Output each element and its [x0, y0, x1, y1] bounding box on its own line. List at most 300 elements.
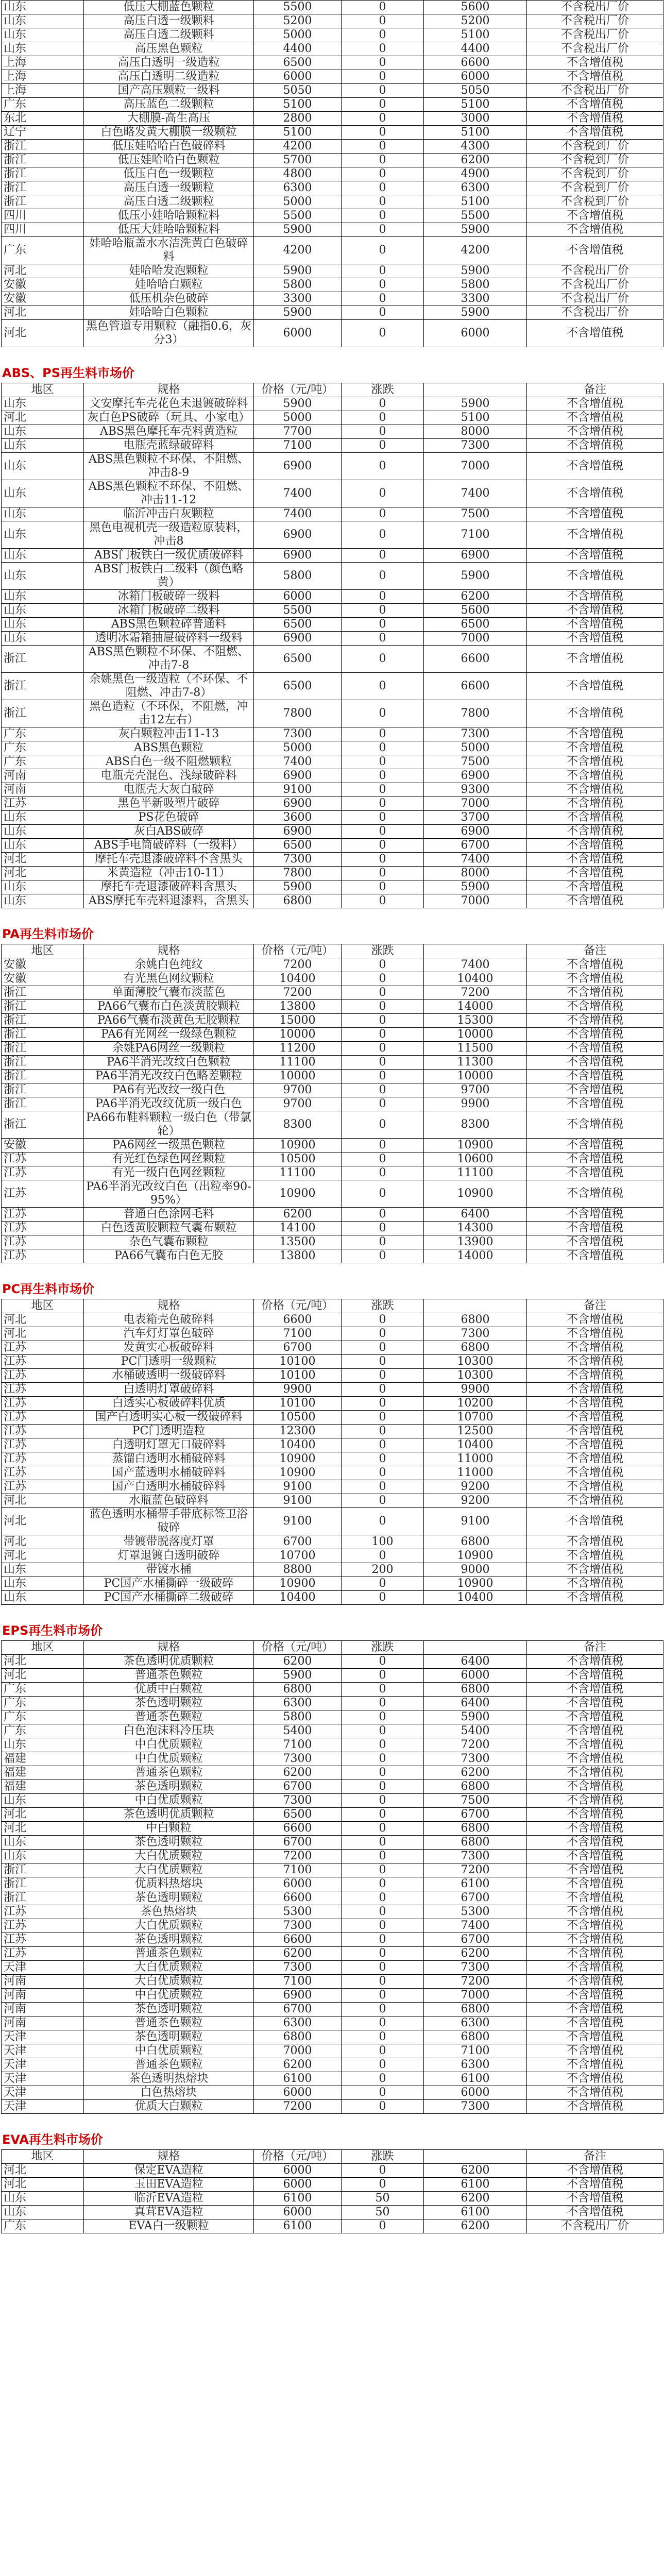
- table-cell: 不含增值税: [527, 1794, 663, 1808]
- table-cell: 0: [342, 646, 424, 673]
- table-cell: 江苏: [2, 1411, 84, 1425]
- table-cell: 河北: [2, 1655, 84, 1669]
- table-row: [2, 264, 663, 278]
- table-cell: 6800: [424, 2030, 527, 2044]
- table-cell: 浙江: [2, 1863, 84, 1877]
- table-row: [2, 1056, 663, 1070]
- table-cell: 浙江: [2, 1056, 84, 1070]
- table-cell: 不含增值税: [527, 1249, 663, 1263]
- table-cell: 浙江: [2, 1000, 84, 1014]
- table-cell: 6100: [424, 2178, 527, 2192]
- table-cell: 0: [342, 632, 424, 646]
- table-cell: 4400: [424, 42, 527, 56]
- table-cell: 不含增值税: [527, 783, 663, 797]
- table-cell: 5100: [424, 98, 527, 112]
- table-header-row: [2, 1641, 663, 1655]
- table-cell: 不含增值税: [527, 1383, 663, 1397]
- table-cell: 0: [342, 1766, 424, 1780]
- table-cell: 6500: [254, 673, 342, 700]
- table-cell: 不含增值税: [527, 2100, 663, 2114]
- table-cell: 单面薄胶气囊布淡蓝色: [84, 986, 254, 1000]
- table-cell: 4300: [424, 140, 527, 154]
- table-cell: 8800: [254, 1563, 342, 1577]
- table-cell: 5900: [424, 223, 527, 237]
- table-cell: 2800: [254, 112, 342, 126]
- table-cell: 0: [342, 1341, 424, 1355]
- table-cell: 高压白透明一级造粒: [84, 56, 254, 70]
- table-row: [2, 1425, 663, 1438]
- table-cell: 不含增值税: [527, 1397, 663, 1411]
- table-cell: 0: [342, 264, 424, 278]
- table-cell: 不含增值税: [527, 453, 663, 480]
- table-cell: 江苏: [2, 1249, 84, 1263]
- table-cell: 0: [342, 439, 424, 453]
- table-cell: 5100: [424, 126, 527, 140]
- table-row: [2, 769, 663, 783]
- section-title: PC再生料市场价: [2, 1282, 95, 1296]
- table-cell: 4800: [254, 167, 342, 181]
- column-header: 价格（元/吨）: [254, 1641, 342, 1655]
- table-cell: 广东: [2, 98, 84, 112]
- table-cell: 河北: [2, 2178, 84, 2192]
- table-row: [2, 853, 663, 867]
- table-cell: 0: [342, 1919, 424, 1933]
- table-cell: 10500: [254, 1411, 342, 1425]
- table-cell: 不含增值税: [527, 1724, 663, 1738]
- table-cell: 不含增值税: [527, 700, 663, 727]
- table-cell: 7500: [424, 1794, 527, 1808]
- column-header: [424, 2150, 527, 2164]
- table-cell: 6000: [254, 2178, 342, 2192]
- table-cell: 7800: [424, 700, 527, 727]
- column-header: 备注: [527, 1641, 663, 1655]
- table-row: [2, 880, 663, 894]
- table-cell: 0: [342, 1208, 424, 1222]
- table-header-row: [2, 1299, 663, 1313]
- table-cell: 7200: [424, 1863, 527, 1877]
- table-cell: 江苏: [2, 1905, 84, 1919]
- table-cell: 山东: [2, 1850, 84, 1863]
- table-cell: 10700: [424, 1411, 527, 1425]
- table-cell: 河北: [2, 320, 84, 347]
- table-cell: 上海: [2, 70, 84, 84]
- table-cell: 50: [342, 2206, 424, 2219]
- table-cell: 娃哈哈发泡颗粒: [84, 264, 254, 278]
- table-cell: 6500: [254, 618, 342, 632]
- table-cell: 浙江: [2, 986, 84, 1000]
- table-header-row: [2, 383, 663, 397]
- table-cell: 5600: [424, 1, 527, 14]
- table-cell: 9300: [424, 783, 527, 797]
- table-row: [2, 223, 663, 237]
- table-cell: 9900: [254, 1383, 342, 1397]
- table-cell: 娃哈哈白色颗粒: [84, 306, 254, 320]
- section-gap: [1, 347, 663, 360]
- table-cell: 余姚黑色一级造粒（不环保、不阻燃、冲击7-8）: [84, 673, 254, 700]
- table-cell: 5800: [424, 278, 527, 292]
- table-cell: 江苏: [2, 1947, 84, 1961]
- table-cell: 6800: [424, 2003, 527, 2016]
- table-cell: 不含增值税: [527, 741, 663, 755]
- table-cell: 中白颗粒: [84, 1822, 254, 1836]
- table-row: [2, 453, 663, 480]
- table-cell: 江苏: [2, 1397, 84, 1411]
- table-cell: 电瓶壳大灰白破碎: [84, 783, 254, 797]
- table-cell: 5700: [254, 154, 342, 167]
- table-cell: 6200: [424, 2219, 527, 2233]
- table-cell: 12300: [254, 1425, 342, 1438]
- table-cell: 0: [342, 1549, 424, 1563]
- column-header: 规格: [84, 383, 254, 397]
- table-cell: 0: [342, 1369, 424, 1383]
- table-cell: 山东: [2, 880, 84, 894]
- table-cell: 0: [342, 167, 424, 181]
- table-cell: 0: [342, 2178, 424, 2192]
- table-row: [2, 549, 663, 563]
- table-cell: 0: [342, 1425, 424, 1438]
- table-cell: 10100: [254, 1355, 342, 1369]
- table-cell: 6800: [424, 1683, 527, 1697]
- table-cell: 电瓶壳壳混色、浅绿破碎料: [84, 769, 254, 783]
- table-cell: 0: [342, 112, 424, 126]
- table-cell: 9000: [424, 1563, 527, 1577]
- column-header: 地区: [2, 944, 84, 958]
- table-cell: 四川: [2, 209, 84, 223]
- table-row: [2, 425, 663, 439]
- table-cell: 0: [342, 1494, 424, 1508]
- table-cell: 3600: [254, 811, 342, 825]
- table-row: [2, 1697, 663, 1710]
- table-cell: 6500: [254, 646, 342, 673]
- table-cell: 6600: [254, 1891, 342, 1905]
- price-table: [1, 383, 663, 908]
- table-cell: 不含增值税: [527, 1083, 663, 1097]
- table-row: [2, 1738, 663, 1752]
- table-cell: 国产白透明实心板一级破碎料: [84, 1411, 254, 1425]
- table-cell: 0: [342, 1989, 424, 2003]
- table-row: [2, 278, 663, 292]
- table-cell: 保定EVA造粒: [84, 2164, 254, 2178]
- table-cell: 6800: [424, 1313, 527, 1327]
- table-cell: PA66气囊布淡黄色无胶颗粒: [84, 1014, 254, 1028]
- table-cell: 不含增值税: [527, 2178, 663, 2192]
- table-cell: 不含增值税: [527, 1975, 663, 1989]
- table-cell: 不含增值税: [527, 1425, 663, 1438]
- table-row: [2, 1591, 663, 1605]
- column-header: 备注: [527, 2150, 663, 2164]
- table-cell: 白透明灯罩破碎料: [84, 1383, 254, 1397]
- table-cell: 中白优质颗粒: [84, 2044, 254, 2058]
- table-row: [2, 237, 663, 264]
- table-cell: 浙江: [2, 673, 84, 700]
- table-cell: 山东: [2, 1, 84, 14]
- table-cell: 7300: [424, 439, 527, 453]
- table-cell: 茶色透明颗粒: [84, 1891, 254, 1905]
- table-row: [2, 1975, 663, 1989]
- table-cell: 不含增值税: [527, 1097, 663, 1111]
- table-cell: 普通茶色颗粒: [84, 2016, 254, 2030]
- table-cell: 6900: [254, 632, 342, 646]
- table-cell: 不含增值税: [527, 1863, 663, 1877]
- table-cell: 余姚PA6网丝一级颗粒: [84, 1042, 254, 1056]
- table-cell: 7400: [254, 480, 342, 507]
- table-cell: 6900: [424, 769, 527, 783]
- column-header: 地区: [2, 383, 84, 397]
- table-row: [2, 2044, 663, 2058]
- table-cell: 6200: [424, 154, 527, 167]
- table-cell: 带镀水桶: [84, 1563, 254, 1577]
- table-cell: 7400: [424, 480, 527, 507]
- table-cell: 10900: [254, 1139, 342, 1153]
- table-cell: 12500: [424, 1425, 527, 1438]
- table-cell: 7500: [424, 507, 527, 521]
- table-cell: 5900: [424, 563, 527, 590]
- table-cell: 蓝色透明水桶带手带底标签卫浴破碎: [84, 1508, 254, 1535]
- table-cell: 5900: [424, 1710, 527, 1724]
- price-section: [1, 0, 663, 347]
- table-cell: 不含增值税: [527, 521, 663, 549]
- table-row: [2, 521, 663, 549]
- table-cell: 6500: [254, 839, 342, 853]
- section-gap: [1, 1605, 663, 1617]
- table-row: [2, 590, 663, 604]
- table-row: [2, 1111, 663, 1139]
- table-cell: 5200: [424, 14, 527, 28]
- section-gap: [1, 2114, 663, 2126]
- table-cell: PA6有光改纹一级白色: [84, 1083, 254, 1097]
- table-row: [2, 2100, 663, 2114]
- table-cell: 广东: [2, 1697, 84, 1710]
- table-cell: 山东: [2, 563, 84, 590]
- table-cell: 山东: [2, 2192, 84, 2206]
- table-cell: 5900: [254, 264, 342, 278]
- table-cell: 6800: [424, 1535, 527, 1549]
- table-cell: 5900: [424, 397, 527, 411]
- table-cell: 14300: [424, 1222, 527, 1235]
- table-cell: 山东: [2, 894, 84, 908]
- table-cell: 6300: [254, 1697, 342, 1710]
- column-header: 规格: [84, 944, 254, 958]
- table-cell: 大棚膜-高生高压: [84, 112, 254, 126]
- table-cell: 0: [342, 1042, 424, 1056]
- table-row: [2, 1341, 663, 1355]
- table-cell: 7700: [254, 425, 342, 439]
- table-cell: 6300: [424, 181, 527, 195]
- table-row: [2, 439, 663, 453]
- column-header: 价格（元/吨）: [254, 944, 342, 958]
- table-cell: 10000: [254, 1028, 342, 1042]
- table-cell: 0: [342, 1139, 424, 1153]
- table-cell: 山东: [2, 42, 84, 56]
- table-cell: 江苏: [2, 1369, 84, 1383]
- table-cell: 不含增值税: [527, 1166, 663, 1180]
- table-cell: 0: [342, 1411, 424, 1425]
- table-header-row: [2, 944, 663, 958]
- column-header: 规格: [84, 1299, 254, 1313]
- table-cell: 白色透黄胶颗粒气囊布颗粒: [84, 1222, 254, 1235]
- table-cell: 普通茶色颗粒: [84, 2058, 254, 2072]
- table-cell: 不含增值税: [527, 1180, 663, 1208]
- table-row: [2, 1989, 663, 2003]
- table-cell: 不含增值税: [527, 618, 663, 632]
- table-cell: 不含增值税: [527, 2044, 663, 2058]
- table-cell: 0: [342, 1111, 424, 1139]
- table-cell: 10400: [424, 972, 527, 986]
- table-row: [2, 811, 663, 825]
- table-cell: 0: [342, 2030, 424, 2044]
- table-row: [2, 181, 663, 195]
- table-cell: 浙江: [2, 195, 84, 209]
- table-cell: 高压白透二级颗粒: [84, 195, 254, 209]
- table-cell: 0: [342, 986, 424, 1000]
- table-cell: 7300: [424, 727, 527, 741]
- table-cell: 浙江: [2, 1083, 84, 1097]
- table-cell: ABS黑色摩托车壳料黄造粒: [84, 425, 254, 439]
- table-row: [2, 825, 663, 839]
- table-cell: 0: [342, 1028, 424, 1042]
- table-cell: 0: [342, 1752, 424, 1766]
- table-cell: 中白优质颗粒: [84, 1794, 254, 1808]
- table-cell: 优质大白颗粒: [84, 2100, 254, 2114]
- table-cell: 0: [342, 1905, 424, 1919]
- table-cell: 0: [342, 1577, 424, 1591]
- table-cell: 7400: [424, 853, 527, 867]
- table-cell: EVA白一级颗粒: [84, 2219, 254, 2233]
- table-cell: PA6半消光改纹优质一级白色: [84, 1097, 254, 1111]
- table-cell: 黑色管道专用颗粒（融指0.6，灰分3）: [84, 320, 254, 347]
- table-cell: 10900: [424, 1180, 527, 1208]
- table-cell: 黑色造粒（不环保，不阻燃，冲击12左右）: [84, 700, 254, 727]
- table-row: [2, 1235, 663, 1249]
- table-cell: 6700: [254, 1836, 342, 1850]
- table-cell: 8000: [424, 425, 527, 439]
- table-cell: 6200: [254, 1655, 342, 1669]
- table-cell: 0: [342, 320, 424, 347]
- table-cell: 0: [342, 1097, 424, 1111]
- table-cell: 0: [342, 1808, 424, 1822]
- table-cell: 普通茶色颗粒: [84, 1766, 254, 1780]
- table-cell: 0: [342, 839, 424, 853]
- table-cell: 普通茶色颗粒: [84, 1669, 254, 1683]
- table-cell: 茶色透明颗粒: [84, 2030, 254, 2044]
- section-gap: [1, 908, 663, 921]
- table-cell: 广东: [2, 741, 84, 755]
- table-cell: 0: [342, 237, 424, 264]
- table-cell: 不含增值税: [527, 1327, 663, 1341]
- table-cell: 0: [342, 958, 424, 972]
- table-cell: 不含增值税: [527, 1014, 663, 1028]
- table-cell: 河北: [2, 867, 84, 880]
- table-cell: 0: [342, 1933, 424, 1947]
- table-cell: 0: [342, 1355, 424, 1369]
- table-cell: 7200: [254, 986, 342, 1000]
- table-cell: 0: [342, 1975, 424, 1989]
- table-row: [2, 1877, 663, 1891]
- table-row: [2, 783, 663, 797]
- table-row: [2, 1836, 663, 1850]
- table-cell: 江苏: [2, 1438, 84, 1452]
- table-row: [2, 1655, 663, 1669]
- table-cell: 山东: [2, 1577, 84, 1591]
- table-cell: 5800: [254, 563, 342, 590]
- table-cell: 不含增值税: [527, 549, 663, 563]
- table-cell: 0: [342, 2044, 424, 2058]
- table-cell: 5000: [254, 28, 342, 42]
- table-cell: 11100: [254, 1166, 342, 1180]
- table-cell: 冰箱门板破碎一级料: [84, 590, 254, 604]
- table-cell: 茶色透明优质颗粒: [84, 1808, 254, 1822]
- table-cell: 0: [342, 1591, 424, 1605]
- table-cell: 6800: [254, 2030, 342, 2044]
- table-cell: 江苏: [2, 1919, 84, 1933]
- table-cell: 不含增值税: [527, 1056, 663, 1070]
- table-cell: 不含税到厂价: [527, 154, 663, 167]
- table-cell: 低压小娃哈哈颗粒料: [84, 209, 254, 223]
- table-row: [2, 70, 663, 84]
- table-cell: ABS黑色颗粒不环保、不阻燃、冲击7-8: [84, 646, 254, 673]
- table-row: [2, 700, 663, 727]
- table-cell: 不含增值税: [527, 797, 663, 811]
- table-cell: 6300: [254, 181, 342, 195]
- table-row: [2, 867, 663, 880]
- table-cell: 山东: [2, 604, 84, 618]
- table-cell: 6600: [254, 1822, 342, 1836]
- table-cell: 不含增值税: [527, 1961, 663, 1975]
- table-cell: 0: [342, 507, 424, 521]
- table-row: [2, 126, 663, 140]
- table-cell: 10900: [254, 1577, 342, 1591]
- table-cell: 0: [342, 1697, 424, 1710]
- section-title: PA再生料市场价: [2, 927, 94, 941]
- table-cell: ABS摩托车壳料退漆料，含黑头: [84, 894, 254, 908]
- table-row: [2, 1, 663, 14]
- table-cell: 不含增值税: [527, 853, 663, 867]
- table-cell: 茶色透明颗粒: [84, 1933, 254, 1947]
- table-cell: 0: [342, 1, 424, 14]
- table-cell: 7300: [254, 1794, 342, 1808]
- table-cell: 4200: [424, 237, 527, 264]
- table-row: [2, 320, 663, 347]
- table-cell: 茶色透明优质颗粒: [84, 1655, 254, 1669]
- table-cell: 茶色透明热熔块: [84, 2072, 254, 2086]
- table-cell: 广东: [2, 1724, 84, 1738]
- table-cell: 5900: [254, 1669, 342, 1683]
- table-cell: 山东: [2, 825, 84, 839]
- table-cell: 江苏: [2, 1235, 84, 1249]
- table-cell: 3000: [424, 112, 527, 126]
- table-row: [2, 1724, 663, 1738]
- table-cell: 0: [342, 1083, 424, 1097]
- table-cell: ABS门板铁白二级料（颜色略黄）: [84, 563, 254, 590]
- table-cell: 15300: [424, 1014, 527, 1028]
- table-cell: 不含增值税: [527, 1480, 663, 1494]
- table-cell: 0: [342, 2219, 424, 2233]
- table-cell: 国产白透明水桶破碎料: [84, 1480, 254, 1494]
- table-cell: 10900: [254, 1452, 342, 1466]
- table-row: [2, 1014, 663, 1028]
- table-cell: 6600: [254, 1313, 342, 1327]
- table-row: [2, 1863, 663, 1877]
- table-cell: 灰白色PS破碎（玩具、小家电）: [84, 411, 254, 425]
- table-cell: 山东: [2, 1738, 84, 1752]
- table-cell: 发黄实心板破碎料: [84, 1341, 254, 1355]
- table-cell: 6000: [424, 70, 527, 84]
- table-cell: 5900: [424, 880, 527, 894]
- table-cell: 上海: [2, 56, 84, 70]
- table-cell: 0: [342, 521, 424, 549]
- table-cell: 0: [342, 70, 424, 84]
- table-cell: 0: [342, 1166, 424, 1180]
